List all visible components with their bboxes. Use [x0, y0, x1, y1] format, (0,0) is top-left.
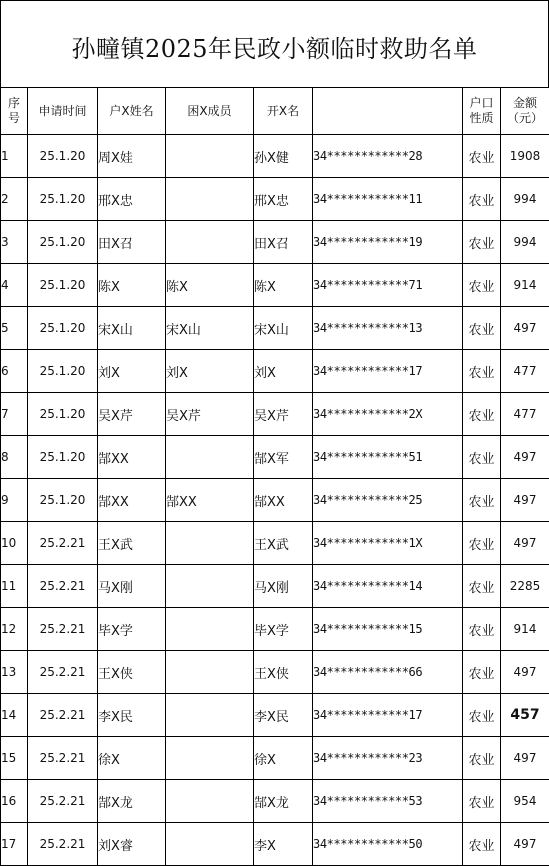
table-row: [1, 264, 549, 307]
table-row: [1, 651, 549, 694]
row-payee: 刘X: [254, 350, 313, 393]
document-title: 孙疃镇2025年民政小额临时救助名单: [0, 0, 549, 87]
header-payee: 开X名: [254, 88, 313, 135]
row-household-type: 农业: [463, 264, 501, 307]
table-row: [1, 307, 549, 350]
row-account: 34************11: [313, 178, 463, 221]
row-household-name: 毕X学: [98, 608, 166, 651]
row-household-name: 周X娃: [98, 135, 166, 178]
row-payee: 王X武: [254, 522, 313, 565]
row-date: 25.2.21: [28, 522, 98, 565]
table-row: [1, 608, 549, 651]
row-date: 25.1.20: [28, 393, 98, 436]
row-household-type: 农业: [463, 178, 501, 221]
header-index: 序号: [1, 88, 28, 135]
row-member: [166, 780, 254, 823]
row-index: 16: [1, 780, 28, 823]
row-payee: 宋X山: [254, 307, 313, 350]
row-household-name: 田X召: [98, 221, 166, 264]
row-household-name: 郜X龙: [98, 780, 166, 823]
row-account: 34************50: [313, 823, 463, 866]
row-index: 2: [1, 178, 28, 221]
row-index: 10: [1, 522, 28, 565]
row-account: 34************28: [313, 135, 463, 178]
row-amount: 497: [501, 307, 549, 350]
row-account: 34************13: [313, 307, 463, 350]
row-index: 5: [1, 307, 28, 350]
row-payee: 孙X健: [254, 135, 313, 178]
row-household-type: 农业: [463, 780, 501, 823]
row-account: 34************14: [313, 565, 463, 608]
table-body: [1, 135, 549, 866]
row-date: 25.2.21: [28, 780, 98, 823]
header-household-type: 户口性质: [463, 88, 501, 135]
row-index: 4: [1, 264, 28, 307]
row-date: 25.2.21: [28, 694, 98, 737]
row-payee: 郜X军: [254, 436, 313, 479]
row-payee: 毕X学: [254, 608, 313, 651]
row-amount: 497: [501, 479, 549, 522]
row-household-type: 农业: [463, 694, 501, 737]
row-payee: 李X: [254, 823, 313, 866]
table-row: [1, 737, 549, 780]
row-member: [166, 436, 254, 479]
row-date: 25.2.21: [28, 823, 98, 866]
table-row: [1, 823, 549, 866]
row-household-name: 刘X睿: [98, 823, 166, 866]
row-amount: 914: [501, 264, 549, 307]
relief-roster-table: [0, 87, 549, 866]
row-date: 25.2.21: [28, 651, 98, 694]
row-household-name: 邢X忠: [98, 178, 166, 221]
row-household-type: 农业: [463, 307, 501, 350]
row-account: 34************1X: [313, 522, 463, 565]
row-member: [166, 608, 254, 651]
table-row: [1, 694, 549, 737]
row-member: [166, 565, 254, 608]
row-member: 陈X: [166, 264, 254, 307]
row-amount: 914: [501, 608, 549, 651]
row-amount: 994: [501, 178, 549, 221]
row-account: 34************19: [313, 221, 463, 264]
table-header-row: [1, 88, 549, 135]
row-date: 25.2.21: [28, 737, 98, 780]
row-index: 1: [1, 135, 28, 178]
row-amount: 497: [501, 522, 549, 565]
row-account: 34************53: [313, 780, 463, 823]
row-account: 34************17: [313, 350, 463, 393]
row-date: 25.1.20: [28, 350, 98, 393]
row-household-name: 郜XX: [98, 436, 166, 479]
row-household-name: 刘X: [98, 350, 166, 393]
row-member: [166, 178, 254, 221]
row-account: 34************23: [313, 737, 463, 780]
row-household-name: 郜XX: [98, 479, 166, 522]
row-index: 7: [1, 393, 28, 436]
row-payee: 徐X: [254, 737, 313, 780]
row-payee: 田X召: [254, 221, 313, 264]
header-account: [313, 88, 463, 135]
row-account: 34************15: [313, 608, 463, 651]
row-account: 34************51: [313, 436, 463, 479]
row-member: [166, 221, 254, 264]
row-date: 25.1.20: [28, 135, 98, 178]
row-index: 8: [1, 436, 28, 479]
row-household-type: 农业: [463, 436, 501, 479]
table-row: [1, 436, 549, 479]
row-index: 13: [1, 651, 28, 694]
row-index: 11: [1, 565, 28, 608]
row-member: 吴X芹: [166, 393, 254, 436]
row-index: 9: [1, 479, 28, 522]
row-index: 17: [1, 823, 28, 866]
row-member: [166, 522, 254, 565]
row-index: 12: [1, 608, 28, 651]
row-household-type: 农业: [463, 393, 501, 436]
row-household-type: 农业: [463, 350, 501, 393]
header-member: 困X成员: [166, 88, 254, 135]
row-index: 14: [1, 694, 28, 737]
table-row: [1, 221, 549, 264]
row-date: 25.1.20: [28, 479, 98, 522]
row-payee: 吴X芹: [254, 393, 313, 436]
row-amount: 2285: [501, 565, 549, 608]
row-household-type: 农业: [463, 135, 501, 178]
row-amount: 1908: [501, 135, 549, 178]
row-date: 25.1.20: [28, 178, 98, 221]
row-household-name: 吴X芹: [98, 393, 166, 436]
row-household-type: 农业: [463, 737, 501, 780]
table-row: [1, 393, 549, 436]
row-household-name: 马X刚: [98, 565, 166, 608]
row-account: 34************2X: [313, 393, 463, 436]
row-payee: 陈X: [254, 264, 313, 307]
row-index: 6: [1, 350, 28, 393]
row-household-name: 王X侠: [98, 651, 166, 694]
row-date: 25.2.21: [28, 565, 98, 608]
row-household-name: 陈X: [98, 264, 166, 307]
row-account: 34************17: [313, 694, 463, 737]
row-amount: 497: [501, 823, 549, 866]
row-index: 15: [1, 737, 28, 780]
row-payee: 郜X龙: [254, 780, 313, 823]
table-row: [1, 780, 549, 823]
row-member: 郜XX: [166, 479, 254, 522]
row-amount: 477: [501, 350, 549, 393]
row-date: 25.2.21: [28, 608, 98, 651]
row-payee: 马X刚: [254, 565, 313, 608]
header-household-name: 户X姓名: [98, 88, 166, 135]
row-household-type: 农业: [463, 651, 501, 694]
row-household-type: 农业: [463, 608, 501, 651]
row-amount: 457: [501, 694, 549, 737]
row-index: 3: [1, 221, 28, 264]
row-household-type: 农业: [463, 479, 501, 522]
table-row: [1, 178, 549, 221]
row-household-name: 王X武: [98, 522, 166, 565]
row-household-name: 徐X: [98, 737, 166, 780]
row-payee: 邢X忠: [254, 178, 313, 221]
table-row: [1, 479, 549, 522]
row-member: [166, 823, 254, 866]
table-row: [1, 565, 549, 608]
row-amount: 497: [501, 651, 549, 694]
row-member: 宋X山: [166, 307, 254, 350]
row-member: 刘X: [166, 350, 254, 393]
header-amount: 金额（元）: [501, 88, 549, 135]
row-household-type: 农业: [463, 565, 501, 608]
row-amount: 497: [501, 436, 549, 479]
row-payee: 郜XX: [254, 479, 313, 522]
table-row: [1, 522, 549, 565]
row-date: 25.1.20: [28, 264, 98, 307]
row-household-type: 农业: [463, 522, 501, 565]
row-payee: 李X民: [254, 694, 313, 737]
row-member: [166, 651, 254, 694]
row-household-type: 农业: [463, 823, 501, 866]
row-account: 34************66: [313, 651, 463, 694]
row-date: 25.1.20: [28, 221, 98, 264]
row-member: [166, 694, 254, 737]
row-household-name: 宋X山: [98, 307, 166, 350]
row-account: 34************25: [313, 479, 463, 522]
row-member: [166, 135, 254, 178]
row-member: [166, 737, 254, 780]
row-date: 25.1.20: [28, 307, 98, 350]
row-household-type: 农业: [463, 221, 501, 264]
row-household-name: 李X民: [98, 694, 166, 737]
row-date: 25.1.20: [28, 436, 98, 479]
row-amount: 477: [501, 393, 549, 436]
row-amount: 994: [501, 221, 549, 264]
header-date: 申请时间: [28, 88, 98, 135]
table-row: [1, 350, 549, 393]
row-amount: 497: [501, 737, 549, 780]
row-amount: 954: [501, 780, 549, 823]
row-payee: 王X侠: [254, 651, 313, 694]
table-row: [1, 135, 549, 178]
row-account: 34************71: [313, 264, 463, 307]
